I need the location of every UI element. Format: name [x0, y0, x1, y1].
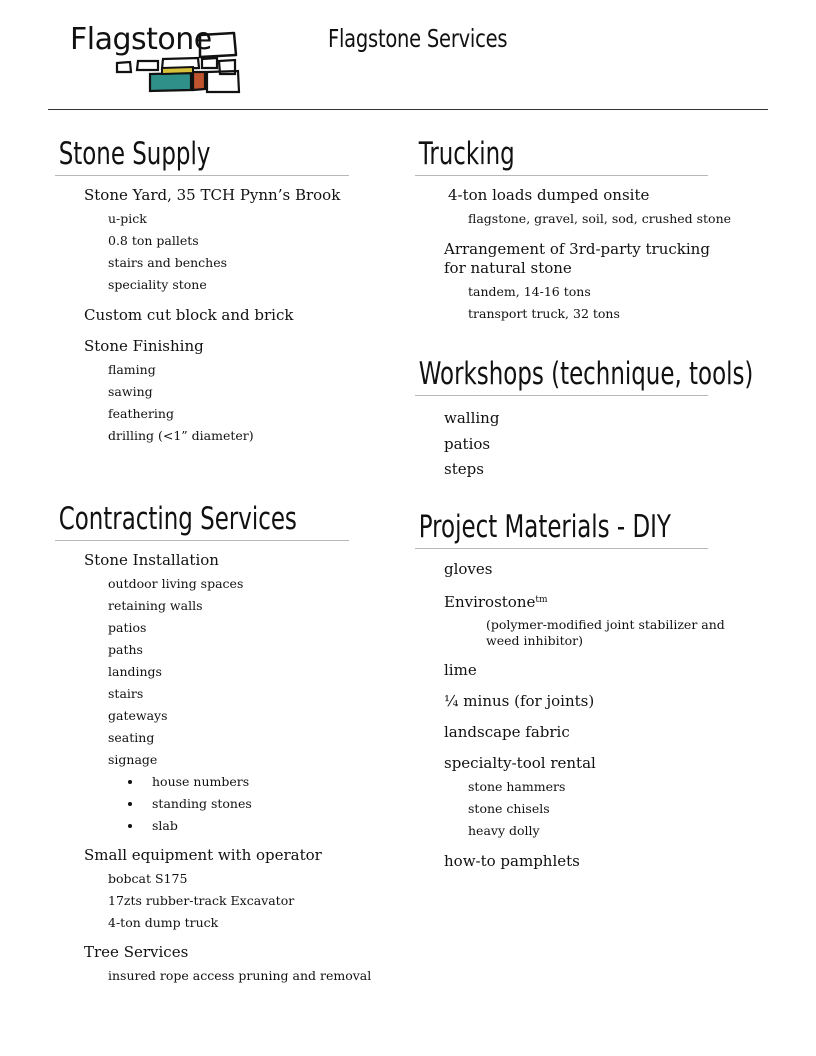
- list-item: paths: [108, 642, 143, 657]
- tool-rental-group: [444, 754, 596, 842]
- list-item: flagstone, gravel, soil, sod, crushed stone: [468, 211, 732, 226]
- list-item: stairs: [108, 686, 144, 701]
- list-item: walling: [444, 409, 500, 427]
- section-divider: [415, 175, 708, 176]
- section-title: Contracting Services: [58, 501, 297, 537]
- materials-section: [415, 508, 708, 549]
- group-label: Custom cut block and brick: [84, 306, 294, 324]
- list-item: ¼ minus (for joints): [444, 692, 595, 710]
- section-title: Stone Supply: [58, 136, 211, 172]
- workshops-list: [444, 406, 499, 483]
- trademark-mark: tm: [535, 595, 548, 605]
- flagstone-stones-graphic: [66, 22, 246, 98]
- group-label: Stone Finishing: [84, 337, 204, 355]
- group-label: Stone Installation: [84, 551, 219, 569]
- section-title: Workshops (technique, tools): [418, 356, 754, 392]
- list-item: u-pick: [108, 211, 147, 226]
- bullet-item: [128, 771, 252, 793]
- list-item: gateways: [108, 708, 168, 723]
- bullet-label: standing stones: [152, 796, 252, 811]
- note-line: (polymer-modified joint stabilizer and: [486, 617, 725, 632]
- workshops-section: [415, 355, 754, 396]
- list-item: patios: [108, 620, 147, 635]
- group-label: specialty-tool rental: [444, 754, 596, 772]
- list-item: signage: [108, 752, 158, 767]
- list-item: retaining walls: [108, 598, 203, 613]
- list-item: flaming: [108, 362, 156, 377]
- section-divider: [415, 548, 708, 549]
- list-item: 17zts rubber-track Excavator: [108, 893, 295, 908]
- list-item: stone hammers: [468, 779, 566, 794]
- bullet-label: slab: [152, 818, 178, 833]
- third-party-trucking-group: [444, 240, 710, 325]
- list-item: stairs and benches: [108, 255, 228, 270]
- list-item: heavy dolly: [468, 823, 540, 838]
- note-line: weed inhibitor): [486, 633, 583, 648]
- list-item: sawing: [108, 384, 153, 399]
- bullet-icon: [128, 780, 132, 784]
- section-divider: [55, 175, 349, 176]
- trucking-section: [415, 135, 708, 176]
- list-item: how-to pamphlets: [444, 852, 580, 870]
- envirostone-label: Envirostone: [444, 593, 536, 611]
- flagstone-logo: [66, 22, 246, 98]
- section-title: Project Materials - DIY: [418, 509, 671, 545]
- logo-wordmark: Flagstone: [70, 22, 212, 57]
- page-title: Flagstone Services: [328, 24, 508, 53]
- header-divider: [48, 109, 768, 110]
- equipment-group: [84, 846, 322, 934]
- bullet-item: [128, 793, 252, 815]
- list-item: bobcat S175: [108, 871, 188, 886]
- list-item: tandem, 14-16 tons: [468, 284, 591, 299]
- section-divider: [415, 395, 708, 396]
- list-item: patios: [444, 434, 491, 453]
- stone-installation-group: [84, 551, 252, 837]
- contracting-section: [55, 500, 349, 541]
- list-item: insured rope access pruning and removal: [108, 968, 372, 983]
- list-item: steps: [444, 460, 484, 478]
- bullet-icon: [128, 824, 132, 828]
- list-item: outdoor living spaces: [108, 576, 244, 591]
- stone-finishing-group: [84, 337, 254, 447]
- list-item: seating: [108, 730, 155, 745]
- group-label: Stone Yard, 35 TCH Pynn’s Brook: [84, 186, 341, 204]
- section-divider: [55, 540, 349, 541]
- stone-yard-group: [84, 186, 340, 296]
- list-item: drilling (<1” diameter): [108, 428, 254, 443]
- bullet-icon: [128, 802, 132, 806]
- list-item: transport truck, 32 tons: [468, 306, 620, 321]
- list-item: stone chisels: [468, 801, 550, 816]
- loads-group: [448, 186, 731, 230]
- section-title: Trucking: [418, 136, 515, 172]
- stone-supply-section: [55, 135, 349, 176]
- list-item: 0.8 ton pallets: [108, 233, 199, 248]
- group-label: [444, 591, 725, 612]
- list-item: feathering: [108, 406, 174, 421]
- tree-services-group: [84, 943, 371, 987]
- bullet-item: [128, 815, 252, 837]
- bullet-label: house numbers: [152, 774, 250, 789]
- list-item: landings: [108, 664, 162, 679]
- list-item: landscape fabric: [444, 723, 570, 741]
- list-item: 4-ton dump truck: [108, 915, 219, 930]
- envirostone-group: [444, 591, 725, 649]
- list-item: gloves: [444, 560, 493, 578]
- group-label: 4-ton loads dumped onsite: [448, 186, 650, 204]
- group-label-continued: for natural stone: [444, 259, 572, 277]
- group-label: Tree Services: [84, 943, 189, 961]
- group-label: Arrangement of 3rd-party trucking: [444, 240, 710, 258]
- group-label: Small equipment with operator: [84, 846, 322, 864]
- list-item: speciality stone: [108, 277, 207, 292]
- list-item: lime: [444, 661, 477, 679]
